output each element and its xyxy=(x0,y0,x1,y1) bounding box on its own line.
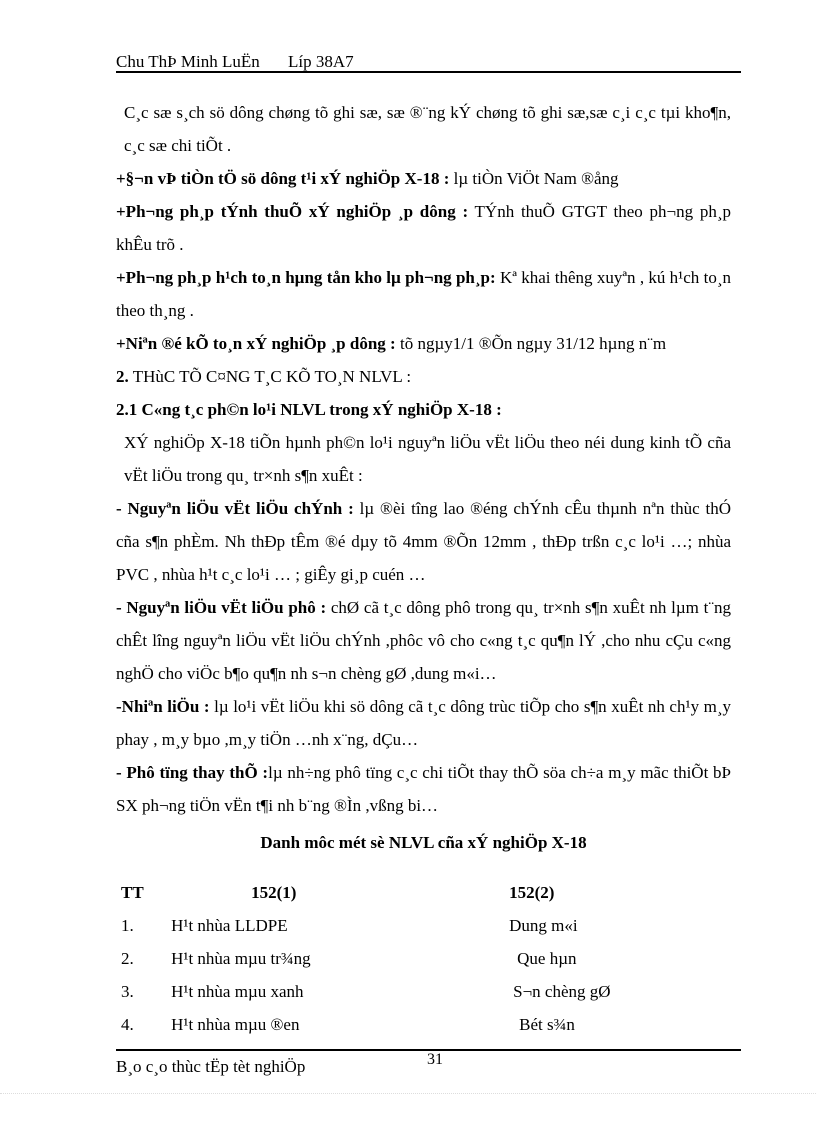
table-cell: H¹t nhùa mµu xanh xyxy=(171,982,304,1001)
table-cell: Dung m«i xyxy=(509,916,578,935)
table-header-cell: TT xyxy=(121,883,144,902)
paragraph-fiscal-year: +Niªn ®é kÕ to¸n xÝ nghiÖp ¸p dông : tõ ngµy1/1 ®Õn ngµy 31/12 hµng n¨m xyxy=(116,334,667,353)
table-title: Danh môc mét sè NLVL cña xÝ nghiÖp X-18 xyxy=(260,833,587,852)
table-row xyxy=(116,975,731,1008)
table-cell: H¹t nhùa LLDPE xyxy=(171,916,288,935)
paragraph-auxiliary-materials: - Nguyªn liÖu vËt liÖu phô : chØ cã t¸c dông phô trong qu¸ tr×nh s¶n xuÊt nh lµm t¨ng chÊt lîng nguyªn liÖu vËt liÖu chÝnh ,phôc vô cho c«ng t¸c qu¶n lÝ ,cho nhu cÇu c«ng nghÖ cho viÖc b¶o qu¶n nh s¬n chèng gØ ,dung m«i… xyxy=(116,598,731,683)
paragraph-ledgers: C¸c sæ s¸ch sö dông chøng tõ ghi sæ, sæ ®¨ng kÝ chøng tõ ghi sæ,sæ c¸i c¸c tµi kho¶n, c¸c sæ chi tiÕt . xyxy=(124,103,731,155)
page-header xyxy=(116,52,354,72)
table-cell: H¹t nhùa mµu tr¾ng xyxy=(171,949,311,968)
table-cell: H¹t nhùa mµu ®en xyxy=(171,1015,300,1034)
table-header-row xyxy=(116,876,731,909)
header-class: Líp 38A7 xyxy=(287,52,354,71)
header-rule xyxy=(116,71,741,73)
table-row xyxy=(116,1008,731,1041)
page-number: 31 xyxy=(427,1051,443,1068)
paragraph-inventory-method: +Ph¬ng ph¸p h¹ch to¸n hµng tån kho lµ ph¬ng ph¸p: Kª khai thêng xuyªn , kú h¹ch to¸n theo th¸ng . xyxy=(116,268,731,320)
materials-table xyxy=(116,876,731,1041)
footer-report-title: B¸o c¸o thùc tËp tèt nghiÖp xyxy=(116,1057,306,1076)
paragraph-spare-parts: - Phô tïng thay thÕ :lµ nh÷ng phô tïng c¸c chi tiÕt thay thÕ söa ch÷a m¸y mãc thiÕt bÞ SX ph¬ng tiÖn vËn t¶i nh b¨ng ®Ìn ,vßng bi… xyxy=(116,763,731,815)
table-cell: 2. xyxy=(121,949,134,968)
table-cell: Bét s¾n xyxy=(519,1015,575,1034)
section-heading-2: 2. THùC TÕ C¤NG T¸C KÕ TO¸N NLVL : xyxy=(116,367,412,386)
table-cell: 1. xyxy=(121,916,134,935)
section-heading-2-1: 2.1 C«ng t¸c ph©n lo¹i NLVL trong xÝ nghiÖp X-18 : xyxy=(116,400,502,419)
table-cell: 4. xyxy=(121,1015,134,1034)
table-row xyxy=(116,942,731,975)
table-cell: Que hµn xyxy=(517,949,577,968)
paragraph-main-materials: - Nguyªn liÖu vËt liÖu chÝnh : lµ ®èi tîng lao ®éng chÝnh cÊu thµnh nªn thùc thÓ cña s¶n phÈm. Nh thÐp tÊm ®é dµy tõ 4mm ®Õn 12mm , thÐp trßn c¸c lo¹i …; nhùa PVC , nhùa h¹t c¸c lo¹i … ; giÊy gi¸p cuén … xyxy=(116,499,731,584)
header-author: Chu ThÞ Minh LuËn xyxy=(116,52,260,71)
table-cell: S¬n chèng gØ xyxy=(513,982,611,1001)
table-header-cell: 152(2) xyxy=(509,883,555,902)
paragraph-tax-method: +Ph¬ng ph¸p tÝnh thuÕ xÝ nghiÖp ¸p dông : TÝnh thuÕ GTGT theo ph¬ng ph¸p khÊu trõ . xyxy=(116,202,731,254)
paragraph-classification: XÝ nghiÖp X-18 tiÕn hµnh ph©n lo¹i nguyªn liÖu vËt liÖu theo néi dung kinh tÕ cña vËt liÖu trong qu¸ tr×nh s¶n xuÊt : xyxy=(124,433,731,485)
paragraph-currency: +§¬n vÞ tiÒn tÖ sö dông t¹i xÝ nghiÖp X-18 : lµ tiÒn ViÖt Nam ®ång xyxy=(116,169,619,188)
paragraph-fuel: -Nhiªn liÖu : lµ lo¹i vËt liÖu khi sö dông cã t¸c dông trùc tiÕp cho s¶n xuÊt nh ch¹y m¸y phay , m¸y bµo ,m¸y tiÖn …nh x¨ng, dÇu… xyxy=(116,697,732,749)
table-cell: 3. xyxy=(121,982,134,1001)
table-header-cell: 152(1) xyxy=(251,883,297,902)
document-body xyxy=(116,96,731,1041)
table-row xyxy=(116,909,731,942)
page-bottom-dotted-line xyxy=(0,1093,816,1094)
